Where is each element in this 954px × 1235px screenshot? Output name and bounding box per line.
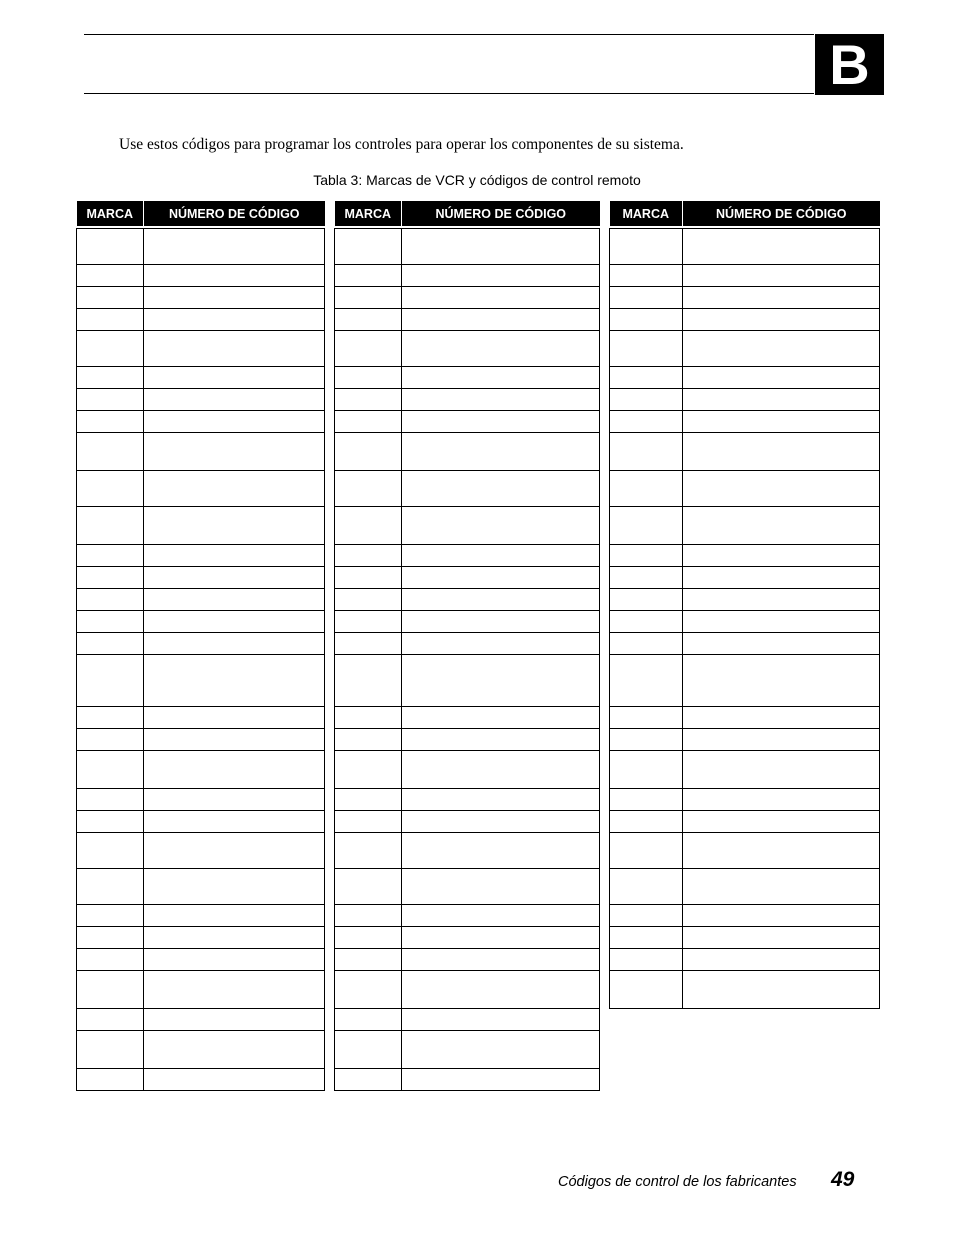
table-header-row <box>335 201 600 226</box>
table-row <box>335 1031 600 1069</box>
brand-cell <box>77 633 144 655</box>
table-row <box>610 589 880 611</box>
brand-cell <box>335 1009 402 1031</box>
code-cell <box>683 411 880 433</box>
table-row <box>610 229 880 265</box>
table-row <box>77 655 325 707</box>
brand-cell <box>77 707 144 729</box>
table-row <box>610 389 880 411</box>
code-cell <box>683 507 880 545</box>
code-cell <box>144 1069 325 1091</box>
brand-cell <box>77 833 144 869</box>
code-cell <box>683 367 880 389</box>
code-cell <box>683 471 880 507</box>
brand-cell <box>610 729 683 751</box>
code-cell <box>144 633 325 655</box>
code-cell <box>402 589 600 611</box>
brand-cell <box>610 567 683 589</box>
brand-cell <box>610 811 683 833</box>
table-row <box>610 729 880 751</box>
table-row <box>77 1031 325 1069</box>
code-cell <box>402 411 600 433</box>
table-row <box>77 1069 325 1091</box>
table-row <box>77 309 325 331</box>
table-row <box>77 367 325 389</box>
table-row <box>610 971 880 1009</box>
table-row <box>77 811 325 833</box>
table-row <box>335 265 600 287</box>
code-cell <box>144 229 325 265</box>
code-cell <box>402 287 600 309</box>
code-cell <box>683 949 880 971</box>
code-cell <box>683 789 880 811</box>
code-cell <box>683 567 880 589</box>
code-header: NÚMERO DE CÓDIGO <box>144 201 325 226</box>
table-row <box>77 707 325 729</box>
code-cell <box>683 971 880 1009</box>
code-cell <box>402 229 600 265</box>
table-caption: Tabla 3: Marcas de VCR y códigos de control remoto <box>313 172 641 188</box>
brand-cell <box>335 811 402 833</box>
table-row <box>610 869 880 905</box>
table-row <box>610 633 880 655</box>
table-row <box>610 833 880 869</box>
table-row <box>335 729 600 751</box>
table-row <box>335 905 600 927</box>
brand-cell <box>610 751 683 789</box>
code-cell <box>402 833 600 869</box>
brand-cell <box>610 507 683 545</box>
code-cell <box>144 389 325 411</box>
table-row <box>335 971 600 1009</box>
code-cell <box>683 309 880 331</box>
code-cell <box>402 507 600 545</box>
code-cell <box>402 655 600 707</box>
brand-cell <box>610 611 683 633</box>
table-row <box>610 545 880 567</box>
code-cell <box>683 589 880 611</box>
table-row <box>335 545 600 567</box>
brand-cell <box>335 331 402 367</box>
brand-cell <box>610 927 683 949</box>
brand-cell <box>335 869 402 905</box>
table-row <box>610 811 880 833</box>
table-row <box>610 367 880 389</box>
footer-section-title: Códigos de control de los fabricantes <box>558 1174 797 1190</box>
appendix-tab: B <box>815 34 884 95</box>
brand-cell <box>77 811 144 833</box>
code-cell <box>402 633 600 655</box>
code-cell <box>683 287 880 309</box>
brand-cell <box>610 589 683 611</box>
code-cell <box>144 655 325 707</box>
code-cell <box>683 611 880 633</box>
table-row <box>77 589 325 611</box>
table-row <box>335 633 600 655</box>
code-cell <box>144 707 325 729</box>
code-cell <box>144 1009 325 1031</box>
code-cell <box>144 545 325 567</box>
brand-cell <box>77 927 144 949</box>
table-row <box>335 331 600 367</box>
code-cell <box>683 833 880 869</box>
table-row <box>77 611 325 633</box>
code-cell <box>402 471 600 507</box>
code-cell <box>683 433 880 471</box>
brand-cell <box>335 633 402 655</box>
table-row <box>610 411 880 433</box>
brand-cell <box>610 471 683 507</box>
code-cell <box>683 655 880 707</box>
table-row <box>77 833 325 869</box>
code-cell <box>402 433 600 471</box>
code-cell <box>144 949 325 971</box>
table-row <box>77 389 325 411</box>
code-cell <box>144 567 325 589</box>
code-cell <box>402 789 600 811</box>
brand-cell <box>335 567 402 589</box>
brand-cell <box>77 287 144 309</box>
code-cell <box>683 229 880 265</box>
code-cell <box>402 567 600 589</box>
brand-cell <box>335 589 402 611</box>
brand-cell <box>335 833 402 869</box>
table-row <box>77 869 325 905</box>
brand-cell <box>77 1031 144 1069</box>
brand-cell <box>77 367 144 389</box>
code-cell <box>402 729 600 751</box>
code-header: NÚMERO DE CÓDIGO <box>683 201 880 226</box>
code-cell <box>144 789 325 811</box>
table-row <box>335 471 600 507</box>
table-row <box>335 229 600 265</box>
table-row <box>335 507 600 545</box>
table-row <box>335 611 600 633</box>
table-row <box>335 389 600 411</box>
table-row <box>610 507 880 545</box>
table-row <box>77 905 325 927</box>
code-cell <box>402 751 600 789</box>
code-cell <box>144 927 325 949</box>
brand-cell <box>610 389 683 411</box>
brand-cell <box>610 331 683 367</box>
table-row <box>610 707 880 729</box>
brand-cell <box>77 331 144 367</box>
code-cell <box>683 265 880 287</box>
code-cell <box>402 265 600 287</box>
code-cell <box>402 869 600 905</box>
table-row <box>335 949 600 971</box>
code-cell <box>144 411 325 433</box>
brand-cell <box>335 411 402 433</box>
code-cell <box>402 545 600 567</box>
table-row <box>610 471 880 507</box>
code-cell <box>144 471 325 507</box>
brand-cell <box>610 433 683 471</box>
code-cell <box>402 949 600 971</box>
brand-cell <box>335 949 402 971</box>
table-row <box>610 751 880 789</box>
code-cell <box>144 729 325 751</box>
table-row <box>335 1009 600 1031</box>
code-table-column-1 <box>76 201 325 1091</box>
code-cell <box>144 265 325 287</box>
table-row <box>335 1069 600 1091</box>
code-cell <box>402 331 600 367</box>
brand-cell <box>77 751 144 789</box>
brand-cell <box>77 229 144 265</box>
code-cell <box>402 367 600 389</box>
code-cell <box>683 707 880 729</box>
brand-cell <box>610 707 683 729</box>
brand-cell <box>335 287 402 309</box>
table-row <box>335 411 600 433</box>
table-row <box>77 471 325 507</box>
brand-cell <box>610 905 683 927</box>
brand-cell <box>610 633 683 655</box>
brand-cell <box>610 411 683 433</box>
brand-cell <box>610 367 683 389</box>
brand-cell <box>610 265 683 287</box>
code-cell <box>144 811 325 833</box>
brand-cell <box>610 833 683 869</box>
code-cell <box>683 545 880 567</box>
brand-cell <box>335 389 402 411</box>
table-row <box>77 633 325 655</box>
brand-cell <box>610 545 683 567</box>
brand-cell <box>77 265 144 287</box>
table-row <box>335 567 600 589</box>
brand-cell <box>77 309 144 331</box>
code-cell <box>402 1069 600 1091</box>
brand-cell <box>335 433 402 471</box>
brand-cell <box>335 265 402 287</box>
brand-cell <box>335 367 402 389</box>
brand-cell <box>335 751 402 789</box>
code-cell <box>683 811 880 833</box>
code-cell <box>144 751 325 789</box>
brand-cell <box>610 655 683 707</box>
code-cell <box>402 811 600 833</box>
table-row <box>610 309 880 331</box>
code-cell <box>144 331 325 367</box>
code-cell <box>402 927 600 949</box>
table-row <box>77 507 325 545</box>
header-rule-top <box>84 34 814 35</box>
brand-cell <box>335 971 402 1009</box>
table-row <box>335 789 600 811</box>
table-row <box>610 265 880 287</box>
brand-cell <box>335 927 402 949</box>
code-cell <box>144 971 325 1009</box>
table-row <box>610 655 880 707</box>
table-row <box>77 729 325 751</box>
table-row <box>335 433 600 471</box>
table-row <box>335 811 600 833</box>
brand-cell <box>610 789 683 811</box>
code-cell <box>683 729 880 751</box>
brand-cell <box>335 729 402 751</box>
brand-cell <box>77 789 144 811</box>
table-row <box>77 567 325 589</box>
code-cell <box>144 287 325 309</box>
brand-cell <box>335 1069 402 1091</box>
table-row <box>335 589 600 611</box>
table-row <box>77 265 325 287</box>
table-row <box>610 611 880 633</box>
brand-cell <box>610 869 683 905</box>
brand-cell <box>77 1069 144 1091</box>
code-cell <box>144 905 325 927</box>
intro-paragraph: Use estos códigos para programar los controles para operar los componentes de su sistema. <box>119 136 684 153</box>
table-row <box>77 545 325 567</box>
brand-cell <box>77 655 144 707</box>
brand-cell <box>77 611 144 633</box>
brand-cell <box>77 433 144 471</box>
table-header-row <box>610 201 880 226</box>
code-cell <box>144 589 325 611</box>
code-cell <box>402 1031 600 1069</box>
brand-cell <box>77 567 144 589</box>
table-row <box>610 287 880 309</box>
code-cell <box>144 611 325 633</box>
table-row <box>335 707 600 729</box>
table-row <box>610 905 880 927</box>
code-table-column-3 <box>609 201 880 1009</box>
table-row <box>77 411 325 433</box>
code-cell <box>402 971 600 1009</box>
brand-cell <box>77 545 144 567</box>
code-cell <box>683 751 880 789</box>
code-header: NÚMERO DE CÓDIGO <box>402 201 600 226</box>
brand-cell <box>610 309 683 331</box>
brand-cell <box>77 389 144 411</box>
brand-header: MARCA <box>77 201 144 226</box>
table-row <box>335 751 600 789</box>
table-row <box>335 655 600 707</box>
page-number: 49 <box>831 1168 855 1191</box>
table-header-row <box>77 201 325 226</box>
table-row <box>335 309 600 331</box>
table-row <box>610 927 880 949</box>
table-row <box>77 949 325 971</box>
table-row <box>77 971 325 1009</box>
code-cell <box>683 331 880 367</box>
brand-cell <box>335 611 402 633</box>
brand-cell <box>610 287 683 309</box>
table-row <box>610 331 880 367</box>
table-row <box>77 1009 325 1031</box>
brand-cell <box>77 905 144 927</box>
code-table-column-2 <box>334 201 600 1091</box>
code-cell <box>402 389 600 411</box>
brand-cell <box>610 949 683 971</box>
brand-cell <box>77 1009 144 1031</box>
brand-cell <box>77 411 144 433</box>
table-row <box>77 433 325 471</box>
code-cell <box>144 433 325 471</box>
code-cell <box>402 611 600 633</box>
table-row <box>610 567 880 589</box>
brand-cell <box>335 707 402 729</box>
code-cell <box>144 833 325 869</box>
code-cell <box>683 869 880 905</box>
table-row <box>77 331 325 367</box>
header-rule-bottom <box>84 93 814 94</box>
table-row <box>610 433 880 471</box>
table-row <box>610 789 880 811</box>
brand-cell <box>77 949 144 971</box>
code-cell <box>144 507 325 545</box>
table-row <box>335 927 600 949</box>
brand-header: MARCA <box>335 201 402 226</box>
table-row <box>77 789 325 811</box>
brand-cell <box>335 229 402 265</box>
brand-cell <box>77 471 144 507</box>
brand-cell <box>335 545 402 567</box>
brand-cell <box>77 507 144 545</box>
code-cell <box>144 1031 325 1069</box>
brand-cell <box>335 471 402 507</box>
brand-cell <box>77 729 144 751</box>
table-row <box>77 287 325 309</box>
table-row <box>610 949 880 971</box>
brand-cell <box>610 971 683 1009</box>
brand-header: MARCA <box>610 201 683 226</box>
brand-cell <box>335 905 402 927</box>
code-cell <box>144 367 325 389</box>
code-cell <box>683 927 880 949</box>
table-row <box>335 367 600 389</box>
table-row <box>335 287 600 309</box>
brand-cell <box>335 1031 402 1069</box>
table-row <box>335 833 600 869</box>
brand-cell <box>335 309 402 331</box>
code-cell <box>683 389 880 411</box>
table-row <box>77 229 325 265</box>
table-row <box>77 751 325 789</box>
code-cell <box>144 869 325 905</box>
brand-cell <box>335 655 402 707</box>
code-cell <box>683 905 880 927</box>
brand-cell <box>610 229 683 265</box>
brand-cell <box>335 789 402 811</box>
code-cell <box>683 633 880 655</box>
code-cell <box>402 1009 600 1031</box>
brand-cell <box>77 971 144 1009</box>
code-cell <box>402 905 600 927</box>
code-cell <box>144 309 325 331</box>
code-cell <box>402 309 600 331</box>
table-row <box>77 927 325 949</box>
brand-cell <box>77 869 144 905</box>
brand-cell <box>335 507 402 545</box>
table-row <box>335 869 600 905</box>
code-cell <box>402 707 600 729</box>
brand-cell <box>77 589 144 611</box>
